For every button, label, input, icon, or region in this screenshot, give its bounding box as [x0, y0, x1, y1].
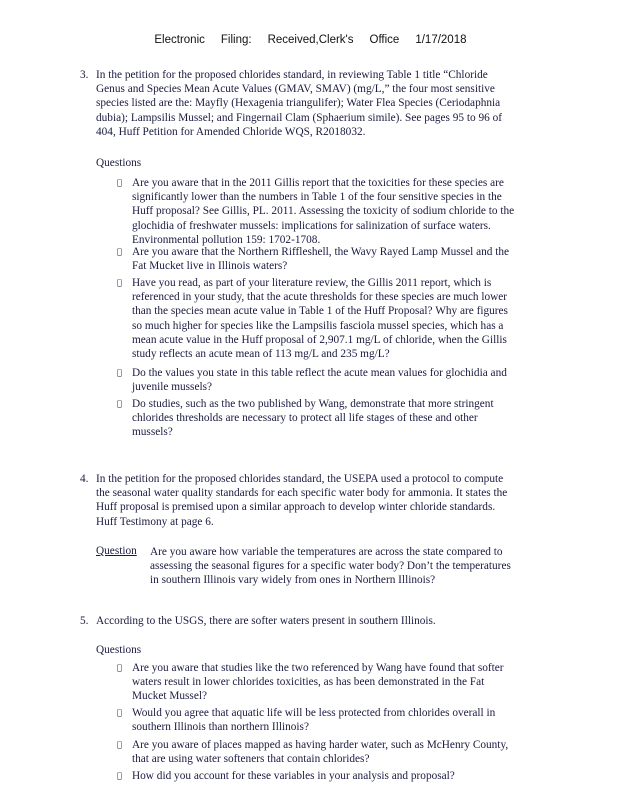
text-line: In the petition for the proposed chlorides standard, in reviewing Table 1 title “Chloride	[96, 69, 488, 81]
question-line: Are you aware that in the 2011 Gillis report that the toxicities for these species are	[132, 177, 504, 189]
question-line: Would you agree that aquatic life will be less protected from chlorides overall in	[132, 707, 496, 719]
question-line: Have you read, as part of your literature review, the Gillis 2011 report, which is	[132, 277, 492, 289]
question-line: Fat Mucket live in Illinois waters?	[132, 260, 288, 273]
question-line: study reflects an acute mean of 113 mg/L and 235 mg/L?	[132, 348, 390, 361]
header-electronic: Electronic	[154, 34, 205, 46]
text-line: dubia); Lampsilis Mussel; and Fingernail Clam (Sphaerium simile). See pages 95 to 96 of	[96, 111, 502, 124]
bullet-icon	[117, 366, 122, 380]
bullet-icon	[117, 176, 122, 190]
section-number: 3.	[80, 69, 89, 81]
bullet-icon	[117, 397, 122, 411]
question-line: How did you account for these variables in your analysis and proposal?	[132, 770, 455, 782]
bullet-icon	[117, 245, 122, 259]
question-line: juvenile mussels?	[132, 381, 213, 394]
section-number: 4.	[80, 473, 89, 485]
question-heading: Question	[96, 545, 137, 557]
question-line: than the species mean acute value in Table 1 of the Huff Proposal? Why are figures	[132, 305, 508, 318]
text-line: Huff Testimony at page 6.	[96, 515, 214, 528]
question-line: Do studies, such as the two published by Wang, demonstrate that more stringent	[132, 398, 494, 410]
question-text	[150, 545, 600, 588]
question-line: Huff proposal? See Gillis, PL. 2011. Assessing the toxicity of sodium chloride to the	[132, 205, 515, 218]
header-received: Received,Clerk's	[267, 34, 354, 46]
question-line: mean acute value in the Huff proposal of 2,907.1 mg/L of chloride, when the Gillis	[132, 333, 507, 346]
question-line: in southern Illinois vary widely from ones in Northern Illinois?	[150, 574, 436, 587]
bullet-icon	[117, 706, 122, 720]
question-line: glochidia of freshwater mussels: implications for salinization of surface waters.	[132, 219, 491, 232]
text-line: species listed are the: Mayfly (Hexagenia triangulifer); Water Flea Species (Ceriodaphnia	[96, 97, 501, 110]
bullet-icon	[117, 276, 122, 290]
question-line: Are you aware that the Northern Riffleshell, the Wavy Rayed Lamp Mussel and the	[132, 246, 510, 258]
text-line: Genus and Species Mean Acute Values (GMAV, SMAV) (mg/L,” the four most sensitive	[96, 83, 495, 96]
question-line: Are you aware of places mapped as having harder water, such as McHenry County,	[132, 739, 509, 751]
question-line: significantly lower than the numbers in Table 1 of the four sensitive species in the	[132, 191, 502, 204]
question-line: assessing the seasonal figures for a specific water body? Don’t the temperatures	[150, 560, 511, 573]
questions-heading: Questions	[96, 157, 142, 169]
text-line: Huff proposal is premised upon a similar approach to develop winter chloride standards.	[96, 501, 496, 514]
filing-header	[148, 22, 483, 46]
question-line: chlorides thresholds are necessary to protect all life stages of these and other	[132, 412, 478, 425]
question-line: referenced in your study, that the acute thresholds for these species are much lower	[132, 291, 508, 304]
question-line: southern Illinois than northern Illinois?	[132, 721, 309, 734]
question-line: that are using water softeners that contain chlorides?	[132, 753, 370, 766]
question-line: waters result in lower chlorides toxicities, as has been demonstrated in the Fat	[132, 676, 485, 689]
question-line: Do the values you state in this table reflect the acute mean values for glochidia and	[132, 367, 507, 379]
bullet-icon	[117, 661, 122, 675]
text-line: 404, Huff Petition for Amended Chloride WQS, R2018032.	[96, 125, 366, 138]
text-line: the seasonal water quality standards for each specific water body for ammonia. It states the	[96, 487, 508, 500]
text-line: According to the USGS, there are softer waters present in southern Illinois.	[96, 615, 436, 627]
section-number: 5.	[80, 615, 89, 627]
text-line: In the petition for the proposed chlorides standard, the USEPA used a protocol to compute	[96, 473, 504, 485]
bullet-icon	[117, 738, 122, 752]
question-line: mussels?	[132, 426, 173, 439]
question-line: Are you aware how variable the temperatures are across the state compared to	[150, 546, 503, 558]
header-date: 1/17/2018	[415, 34, 467, 46]
header-office: Office	[369, 34, 400, 46]
header-filing: Filing:	[220, 34, 252, 46]
question-line: Mucket Mussel?	[132, 690, 207, 703]
question-line: Are you aware that studies like the two referenced by Wang have found that softer	[132, 662, 504, 674]
bullet-icon	[117, 769, 122, 783]
question-line: so much higher for species like the Lampsilis fasciola mussel species, which has a	[132, 319, 504, 332]
questions-heading: Questions	[96, 644, 142, 656]
question-line: Environmental pollution 159: 1702-1708.	[132, 233, 321, 246]
